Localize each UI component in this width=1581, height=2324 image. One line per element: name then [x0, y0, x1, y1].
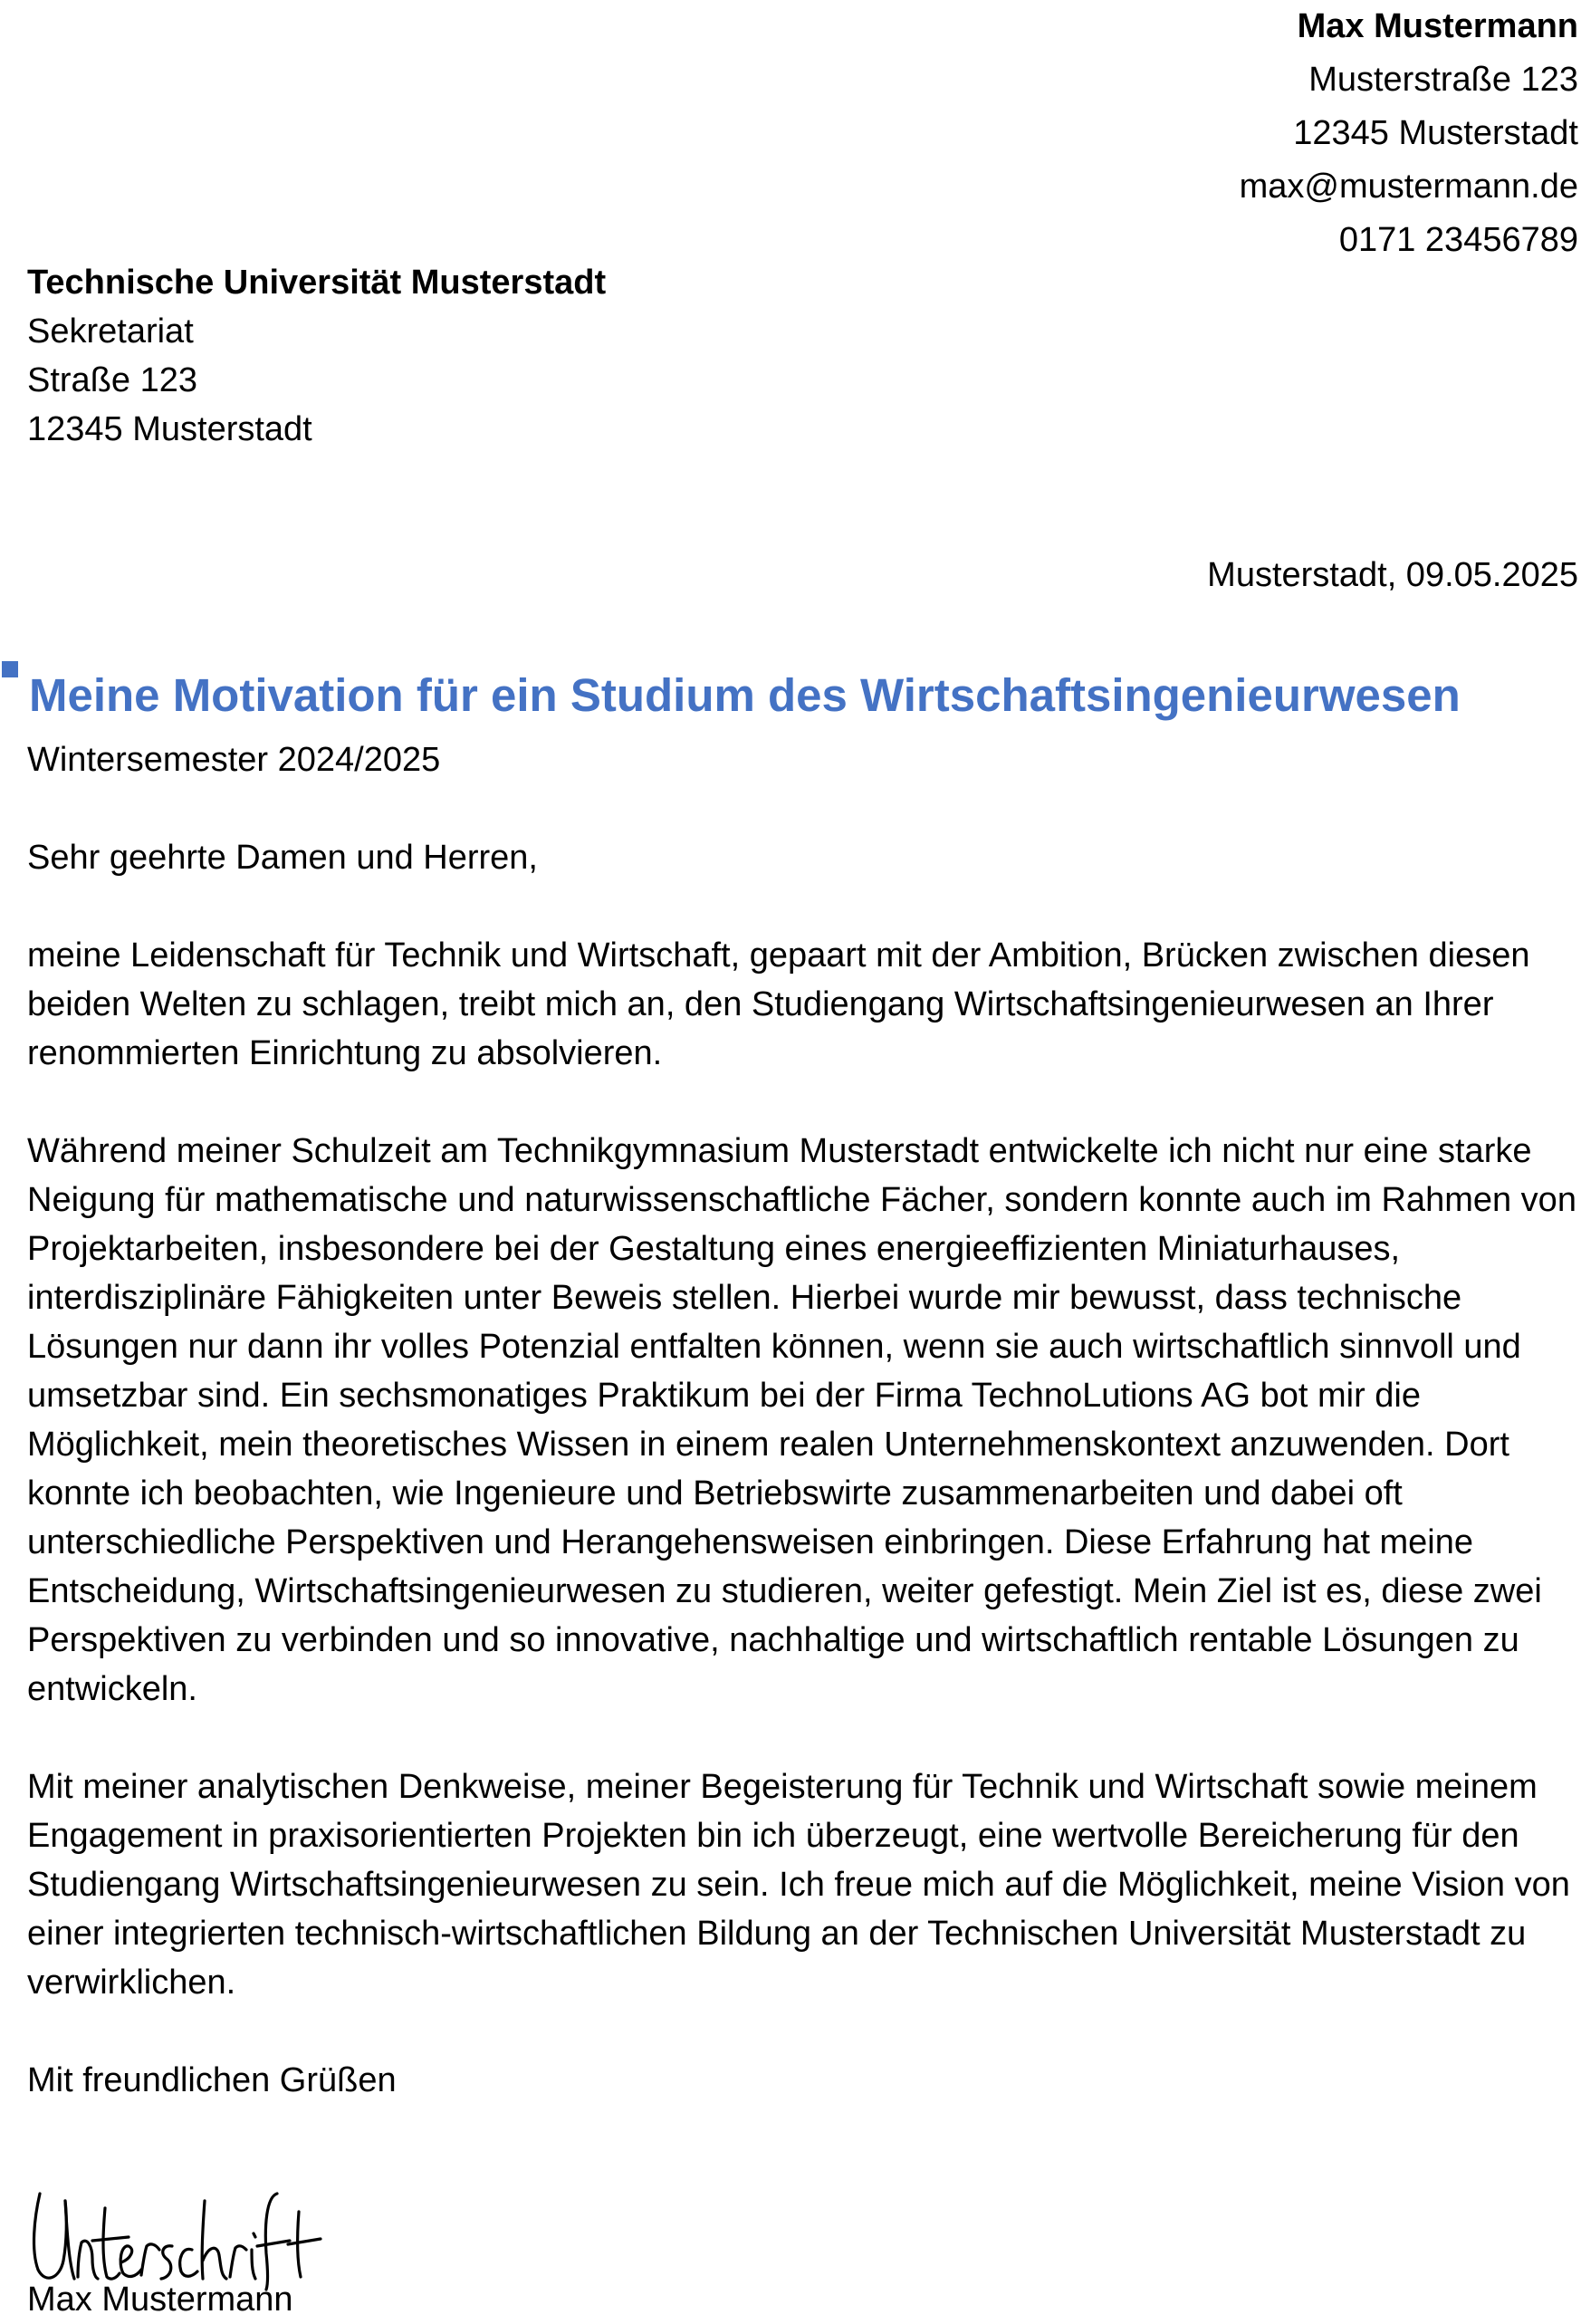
salutation: Sehr geehrte Damen und Herren,: [27, 839, 538, 877]
date-line: Musterstadt, 09.05.2025: [1207, 556, 1578, 594]
sender-street: Musterstraße 123: [1308, 61, 1578, 99]
sender-address: [1240, 0, 1578, 267]
letter-body: [27, 735, 1580, 2105]
signer-name: Max Mustermann: [27, 2281, 293, 2319]
paragraph-conclusion: Mit meiner analytischen Denkweise, meiner Begeisterung für Technik und Wirtschaft sowie meinem Engagement in praxisorientierten Projekten bin ich überzeugt, eine wertvolle Bereicherung für den Studiengang Wirtschaftsingenieurwesen zu sein. Ich freue mich auf die Möglichkeit, meine Vision von einer integrierten technisch-wirtschaftlichen Bildung an der Technischen Universität Musterstadt zu verwirklichen.: [27, 1768, 1570, 2002]
spacer: [27, 2007, 1580, 2056]
paragraph-intro: meine Leidenschaft für Technik und Wirtschaft, gepaart mit der Ambition, Brücken zwischen diesen beiden Welten zu schlagen, treibt mich an, den Studiengang Wirtschaftsingenieurwesen an Ihrer renommierten Einrichtung zu absolvieren.: [27, 936, 1530, 1072]
recipient-city: 12345 Musterstadt: [27, 410, 312, 448]
spacer: [27, 882, 1580, 931]
spacer: [27, 784, 1580, 833]
heading-anchor-marker: [2, 661, 18, 677]
sender-name: Max Mustermann: [1297, 7, 1578, 45]
recipient-department: Sekretariat: [27, 312, 194, 351]
recipient-organization: Technische Universität Musterstadt: [27, 264, 607, 302]
sender-phone: 0171 23456789: [1338, 221, 1578, 259]
subtitle: Wintersemester 2024/2025: [27, 741, 441, 779]
recipient-street: Straße 123: [27, 361, 197, 399]
closing: Mit freundlichen Grüßen: [27, 2061, 397, 2099]
paragraph-experience: Während meiner Schulzeit am Technikgymnasium Musterstadt entwickelte ich nicht nur eine starke Neigung für mathematische und naturwissenschaftliche Fächer, sondern konnte auch im Rahmen von Projektarbeiten, insbesondere bei der Gestaltung eines energieeffizienten Miniaturhauses, interdisziplinäre Fähigkeiten unter Beweis stellen. Hierbei wurde mir bewusst, dass technische Lösungen nur dann ihr volles Potenzial entfalten können, wenn sie auch wirtschaftlich sinnvoll und umsetzbar sind. Ein sechsmonatiges Praktikum bei der Firma TechnoLutions AG bot mir die Möglichkeit, mein theoretisches Wissen in einem realen Unternehmenskontext anzuwenden. Dort konnte ich beobachten, wie Ingenieure und Betriebswirte zusammenarbeiten und dabei oft unterschiedliche Perspektiven und Herangehensweisen einbringen. Diese Erfahrung hat meine Entscheidung, Wirtschaftsingenieurwesen zu studieren, weiter gefestigt. Mein Ziel ist es, diese zwei Perspektiven zu verbinden und so innovative, nachhaltige und wirtschaftlich rentable Lösungen zu entwickeln.: [27, 1132, 1576, 1708]
sender-city: 12345 Musterstadt: [1293, 114, 1578, 152]
spacer: [27, 1078, 1580, 1127]
recipient-address: [27, 258, 606, 454]
letter-heading: Meine Motivation für ein Studium des Wirtschaftsingenieurwesen: [29, 669, 1461, 721]
sender-email: max@mustermann.de: [1239, 168, 1578, 206]
spacer: [27, 1714, 1580, 1762]
